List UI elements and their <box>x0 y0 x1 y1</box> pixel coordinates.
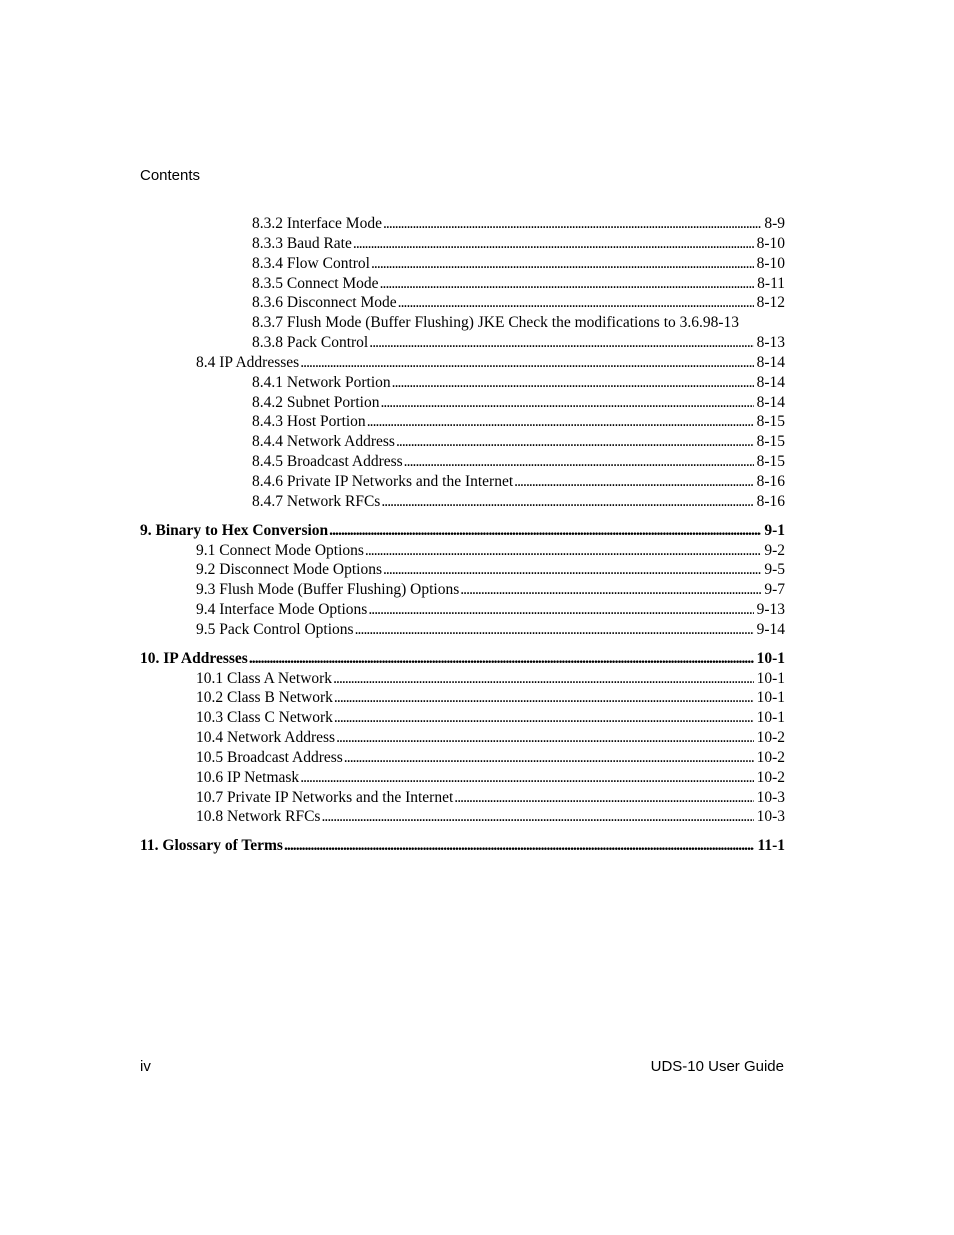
toc-entry-title: 9.4 Interface Mode Options <box>196 601 368 619</box>
toc-entry-page: 8-10 <box>756 254 785 272</box>
toc-entry[interactable] <box>140 492 785 512</box>
toc-entry-title: 10.5 Broadcast Address <box>196 748 343 766</box>
toc-entry-page: 8-12 <box>756 294 785 312</box>
toc-leader-dots <box>333 669 754 689</box>
toc-entry-title: 8.4.6 Private IP Networks and the Internet <box>252 472 514 490</box>
toc-entry-title: 8.3.8 Pack Control <box>252 334 369 352</box>
toc-entry-page: 8-14 <box>756 373 785 391</box>
toc-entry[interactable] <box>140 768 785 788</box>
toc-leader-dots <box>383 560 761 580</box>
toc-entry[interactable] <box>140 688 785 708</box>
toc-entry-page: 10-3 <box>756 788 785 806</box>
toc-entry[interactable] <box>140 234 785 254</box>
header-title: Contents <box>140 167 201 184</box>
table-of-contents <box>140 214 785 856</box>
toc-entry-title: 10.8 Network RFCs <box>196 808 321 826</box>
toc-leader-dots <box>300 353 753 373</box>
toc-entry[interactable] <box>140 580 785 600</box>
toc-entry[interactable] <box>140 452 785 472</box>
toc-entry-page: 8-14 <box>756 353 785 371</box>
toc-leader-dots <box>329 521 761 541</box>
toc-entry[interactable] <box>140 274 785 294</box>
toc-entry-title: 10.7 Private IP Networks and the Internet <box>196 788 454 806</box>
toc-leader-dots <box>514 472 753 492</box>
toc-entry-title: 9.2 Disconnect Mode Options <box>196 561 382 579</box>
toc-leader-dots <box>321 807 753 827</box>
toc-leader-dots <box>398 293 754 313</box>
toc-leader-dots <box>396 432 754 452</box>
toc-leader-dots <box>383 214 761 234</box>
toc-entry-title: 8.3.6 Disconnect Mode <box>252 294 397 312</box>
toc-leader-dots <box>460 580 761 600</box>
toc-entry[interactable] <box>140 728 785 748</box>
toc-leader-dots <box>355 620 754 640</box>
toc-entry-page: 10-1 <box>756 649 785 667</box>
toc-entry[interactable] <box>140 669 785 689</box>
toc-entry-page: 8-16 <box>756 472 785 490</box>
toc-leader-dots <box>371 254 754 274</box>
toc-entry-page: 9-13 <box>756 601 785 619</box>
toc-entry[interactable] <box>140 393 785 413</box>
toc-leader-dots <box>300 768 753 788</box>
toc-entry[interactable] <box>140 254 785 274</box>
toc-entry-page: 8-15 <box>756 453 785 471</box>
toc-leader-dots <box>353 234 754 254</box>
toc-entry[interactable] <box>140 788 785 808</box>
toc-entry[interactable] <box>140 313 785 333</box>
toc-entry-page: 10-1 <box>756 669 785 687</box>
toc-entry[interactable] <box>140 353 785 373</box>
toc-entry-title: 8.4.2 Subnet Portion <box>252 393 380 411</box>
toc-entry-title: 10.3 Class C Network <box>196 709 333 727</box>
toc-entry-page: 10-3 <box>756 808 785 826</box>
toc-leader-dots <box>368 600 753 620</box>
toc-leader-dots <box>369 333 753 353</box>
toc-entry-title: 8.3.7 Flush Mode (Buffer Flushing) JKE Check the modifications to 3.6.98-13 <box>252 314 740 332</box>
toc-entry-title: 8.4.1 Network Portion <box>252 373 391 391</box>
toc-leader-dots <box>334 708 754 728</box>
toc-entry[interactable] <box>140 748 785 768</box>
toc-entry-page: 9-14 <box>756 620 785 638</box>
toc-entry-page: 10-2 <box>756 748 785 766</box>
toc-leader-dots <box>380 274 755 294</box>
toc-entry-title: 8.4.3 Host Portion <box>252 413 366 431</box>
toc-entry-title: 9.5 Pack Control Options <box>196 620 354 638</box>
toc-entry-page: 8-11 <box>757 274 785 292</box>
toc-entry-page: 8-13 <box>756 334 785 352</box>
page-header <box>140 167 200 184</box>
toc-entry[interactable] <box>140 620 785 640</box>
toc-chapter-entry[interactable] <box>140 649 785 669</box>
toc-entry-page: 10-1 <box>756 689 785 707</box>
toc-entry-page: 8-9 <box>764 215 785 232</box>
toc-entry-title: 8.4.5 Broadcast Address <box>252 453 403 471</box>
toc-entry[interactable] <box>140 472 785 492</box>
toc-entry[interactable] <box>140 600 785 620</box>
toc-entry[interactable] <box>140 807 785 827</box>
toc-entry-title: 9. Binary to Hex Conversion <box>140 521 329 539</box>
toc-entry-title: 10.1 Class A Network <box>196 669 333 687</box>
footer-doc-title: UDS-10 User Guide <box>650 1058 784 1075</box>
toc-entry-title: 8.3.5 Connect Mode <box>252 274 379 292</box>
toc-entry-title: 10.4 Network Address <box>196 729 336 747</box>
toc-leader-dots <box>454 788 753 808</box>
toc-entry-page: 10-2 <box>756 768 785 786</box>
toc-entry-title: 10.6 IP Netmask <box>196 768 300 786</box>
toc-leader-dots <box>380 393 753 413</box>
toc-chapter-entry[interactable] <box>140 836 785 856</box>
toc-entry-title: 10.2 Class B Network <box>196 689 333 707</box>
toc-leader-dots <box>334 688 754 708</box>
toc-entry[interactable] <box>140 333 785 353</box>
toc-entry[interactable] <box>140 708 785 728</box>
toc-entry-page: 8-14 <box>756 393 785 411</box>
toc-entry[interactable] <box>140 373 785 393</box>
toc-entry-title: 8.3.3 Baud Rate <box>252 234 352 252</box>
toc-entry-page: 9-1 <box>764 521 785 539</box>
toc-entry[interactable] <box>140 293 785 313</box>
toc-leader-dots <box>365 541 761 561</box>
toc-leader-dots <box>344 748 754 768</box>
toc-entry-title: 9.3 Flush Mode (Buffer Flushing) Options <box>196 581 460 599</box>
toc-leader-dots <box>404 452 754 472</box>
footer-page-number: iv <box>140 1058 151 1075</box>
toc-leader-dots <box>392 373 754 393</box>
toc-leader-dots <box>336 728 754 748</box>
toc-entry[interactable] <box>140 432 785 452</box>
toc-entry-page: 8-15 <box>756 413 785 431</box>
toc-entry-page: 9-2 <box>764 541 785 559</box>
toc-entry-page: 8-10 <box>756 234 785 252</box>
toc-entry-title: 11. Glossary of Terms <box>140 837 283 855</box>
toc-entry-title: 8.3.2 Interface Mode <box>252 215 382 232</box>
toc-entry-title: 8.4.4 Network Address <box>252 433 395 451</box>
toc-entry-title: 8.4 IP Addresses <box>196 353 300 371</box>
toc-entry-page: 10-2 <box>756 729 785 747</box>
toc-entry-page: 10-1 <box>756 709 785 727</box>
toc-entry-title: 9.1 Connect Mode Options <box>196 541 364 559</box>
toc-leader-dots <box>284 836 754 856</box>
toc-leader-dots <box>249 649 754 669</box>
toc-entry-title: 10. IP Addresses <box>140 649 248 667</box>
toc-entry[interactable] <box>140 560 785 580</box>
toc-entry-title: 8.3.4 Flow Control <box>252 254 370 272</box>
toc-entry-page: 9-5 <box>764 561 785 579</box>
toc-entry-title: 8.4.7 Network RFCs <box>252 492 381 510</box>
toc-entry-page: 8-16 <box>756 492 785 510</box>
toc-entry-page: 9-7 <box>764 581 785 599</box>
toc-leader-dots <box>381 492 753 512</box>
toc-entry-page: 8-15 <box>756 433 785 451</box>
toc-leader-dots <box>367 412 754 432</box>
toc-entry[interactable] <box>140 541 785 561</box>
toc-entry-page: 11-1 <box>757 837 785 855</box>
toc-chapter-entry[interactable] <box>140 521 785 541</box>
toc-entry[interactable] <box>140 214 785 234</box>
toc-entry[interactable] <box>140 412 785 432</box>
